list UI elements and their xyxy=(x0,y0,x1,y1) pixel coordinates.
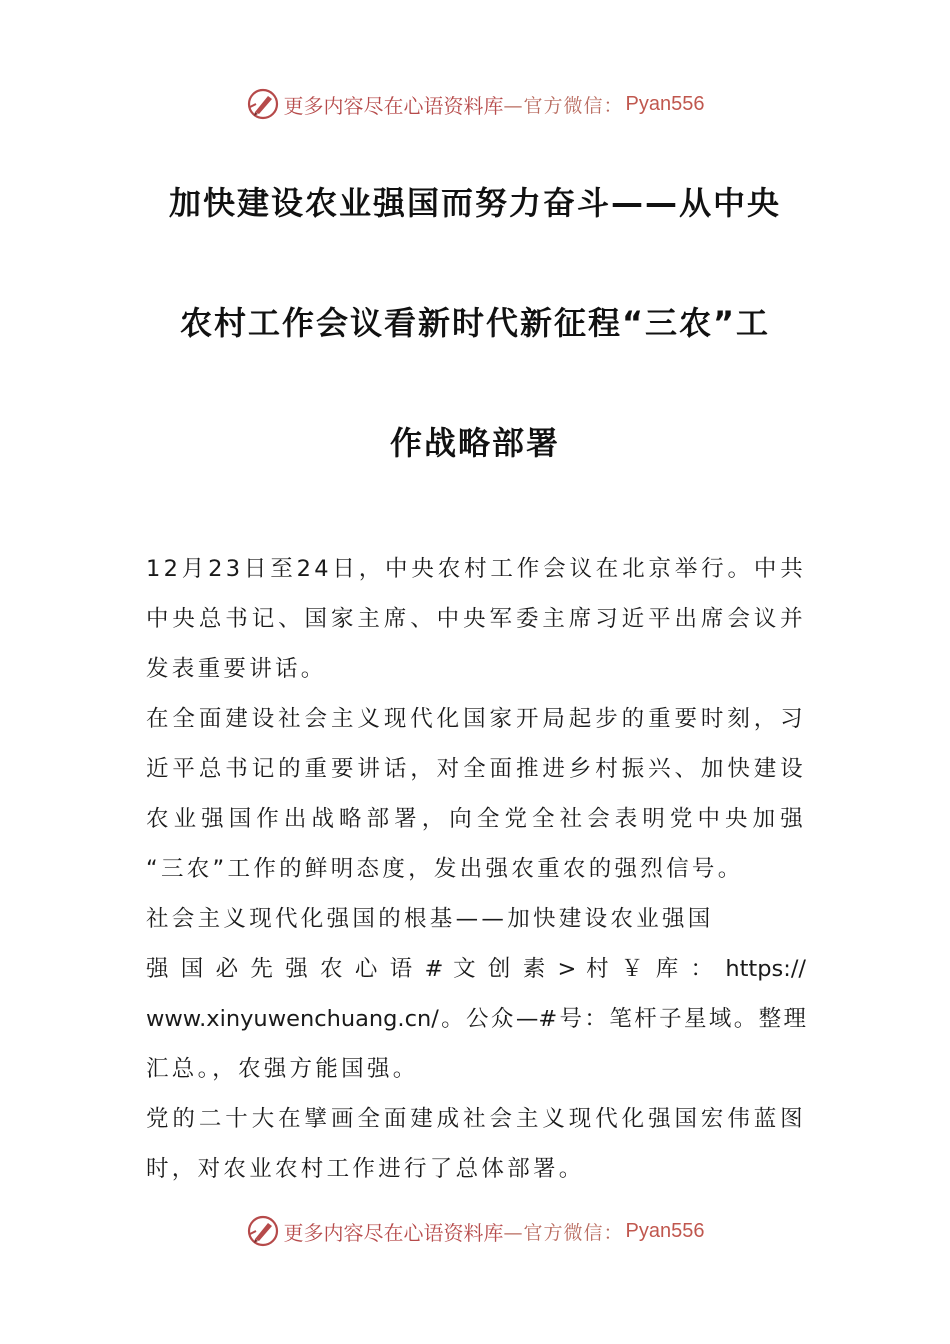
banner-main-text: 更多内容尽在心语资料库 xyxy=(283,1220,504,1245)
body-line: 汇总。，农强方能国强。 xyxy=(146,1056,419,1082)
pen-logo-icon xyxy=(246,87,280,121)
body-line: 中央总书记、国家主席、中央军委主席习近平出席会议并 xyxy=(146,606,806,632)
body-line: “三农”工作的鲜明态度，发出强农重农的强烈信号。 xyxy=(146,856,744,882)
pen-logo-icon xyxy=(246,1214,280,1248)
body-line: 在全面建设社会主义现代化国家开局起步的重要时刻，习 xyxy=(146,706,806,732)
body-line: 近平总书记的重要讲话，对全面推进乡村振兴、加快建设 xyxy=(146,756,806,782)
body-line: 农业强国作出战略部署，向全党全社会表明党中央加强 xyxy=(146,806,806,832)
body-line: 党的二十大在擘画全面建成社会主义现代化强国宏伟蓝图 xyxy=(146,1106,806,1132)
body-line: 12月23日至24日，中央农村工作会议在北京举行。中共 xyxy=(146,556,806,582)
banner-sub-text: —官方微信： xyxy=(503,94,624,117)
body-line: 发表重要讲话。 xyxy=(146,656,327,682)
banner-wechat-id: Pyan556 xyxy=(625,92,705,115)
banner-sub-text: —官方微信： xyxy=(503,1221,624,1244)
header-banner xyxy=(0,84,950,124)
banner-main-text: 更多内容尽在心语资料库 xyxy=(283,93,504,118)
document-title-line-3: 作战略部署 xyxy=(389,424,560,462)
banner-wechat-id: Pyan556 xyxy=(625,1219,705,1242)
document-body xyxy=(146,544,806,1194)
document-title-line-2: 农村工作会议看新时代新征程“三农”工 xyxy=(179,304,771,342)
body-line: 强 国 必 先 强 农 心 语 # 文 创 素 > 村 ￥ 库 ： https:// xyxy=(146,956,806,982)
body-line: 时，对农业农村工作进行了总体部署。 xyxy=(146,1156,585,1182)
document-title-line-1: 加快建设农业强国而努力奋斗——从中央 xyxy=(168,184,781,222)
body-line: www.xinyuwenchuang.cn/。公众—#号：笔杆子星域。整理 xyxy=(146,1006,806,1032)
body-line: 社会主义现代化强国的根基——加快建设农业强国 xyxy=(146,906,714,932)
footer-banner xyxy=(0,1211,950,1251)
